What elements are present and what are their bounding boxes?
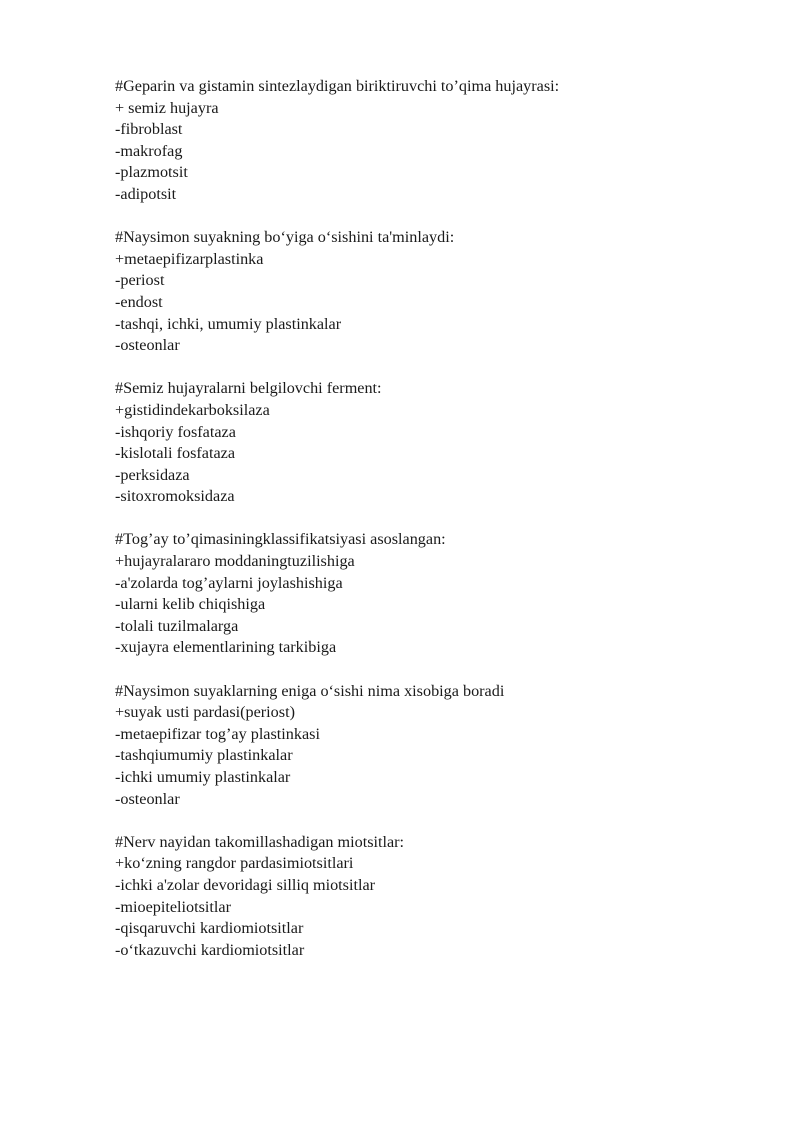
question-block-3 [115,378,755,508]
question-block-2 [115,227,755,357]
answer-option: -endost [115,292,163,311]
answer-option: -qisqaruvchi kardiomiotsitlar [115,919,304,938]
answer-option: -osteonlar [115,789,180,808]
answer-option: -adipotsit [115,184,177,203]
answer-option: -metaepifizar tog’ay plastinkasi [115,724,320,743]
answer-correct: +hujayralararo moddaningtuzilishiga [115,552,355,571]
answer-option: -fibroblast [115,120,183,139]
answer-option: -ichki umumiy plastinkalar [115,768,291,786]
answer-option: -ularni kelib chiqishiga [115,595,266,614]
question-block-1 [115,76,755,206]
answer-option: -periost [115,271,165,290]
question-title: #Tog’ay to’qimasiningklassifikatsiyasi asoslangan: [115,530,446,549]
answer-option: -a'zolarda tog’aylarni joylashishiga [115,573,343,592]
answer-option: -tashqi, ichki, umumiy plastinkalar [115,314,342,333]
answer-correct: +ko‘zning rangdor pardasimiotsitlari [115,854,354,873]
answer-option: -sitoxromoksidaza [115,487,235,506]
answer-correct: +gistidindekarboksilaza [115,400,270,419]
question-block-4 [115,529,755,659]
answer-option: -kislotali fosfataza [115,444,236,463]
answer-option: -osteonlar [115,336,180,355]
answer-option: -tolali tuzilmalarga [115,616,239,635]
question-title: #Semiz hujayralarni belgilovchi ferment: [115,379,382,398]
answer-option: -ishqoriy fosfataza [115,422,236,441]
answer-option: -perksidaza [115,465,190,484]
question-block-5 [115,681,755,811]
answer-option: -mioepiteliotsitlar [115,897,231,916]
answer-option: -makrofag [115,141,183,160]
question-title: #Nerv nayidan takomillashadigan miotsitlar: [115,832,405,851]
question-title: #Naysimon suyakning bo‘yiga o‘sishini ta'minlaydi: [115,228,455,247]
answer-option: -ichki a'zolar devoridagi silliq miotsitlar [115,875,376,894]
question-title: #Naysimon suyaklarning eniga o‘sishi nima xisobiga boradi [115,681,505,700]
answer-correct: +suyak usti pardasi(periost) [115,703,295,722]
answer-correct: +metaepifizarplastinka [115,249,264,268]
answer-option: -tashqiumumiy plastinkalar [115,746,293,765]
answer-option: -xujayra elementlarining tarkibiga [115,638,337,657]
question-title: #Geparin va gistamin sintezlaydigan biriktiruvchi to’qima hujayrasi: [115,77,560,95]
question-block-6 [115,832,755,962]
answer-option: -o‘tkazuvchi kardiomiotsitlar [115,940,305,959]
answer-option: -plazmotsit [115,163,188,182]
answer-correct: + semiz hujayra [115,98,219,117]
document-page [115,76,755,983]
